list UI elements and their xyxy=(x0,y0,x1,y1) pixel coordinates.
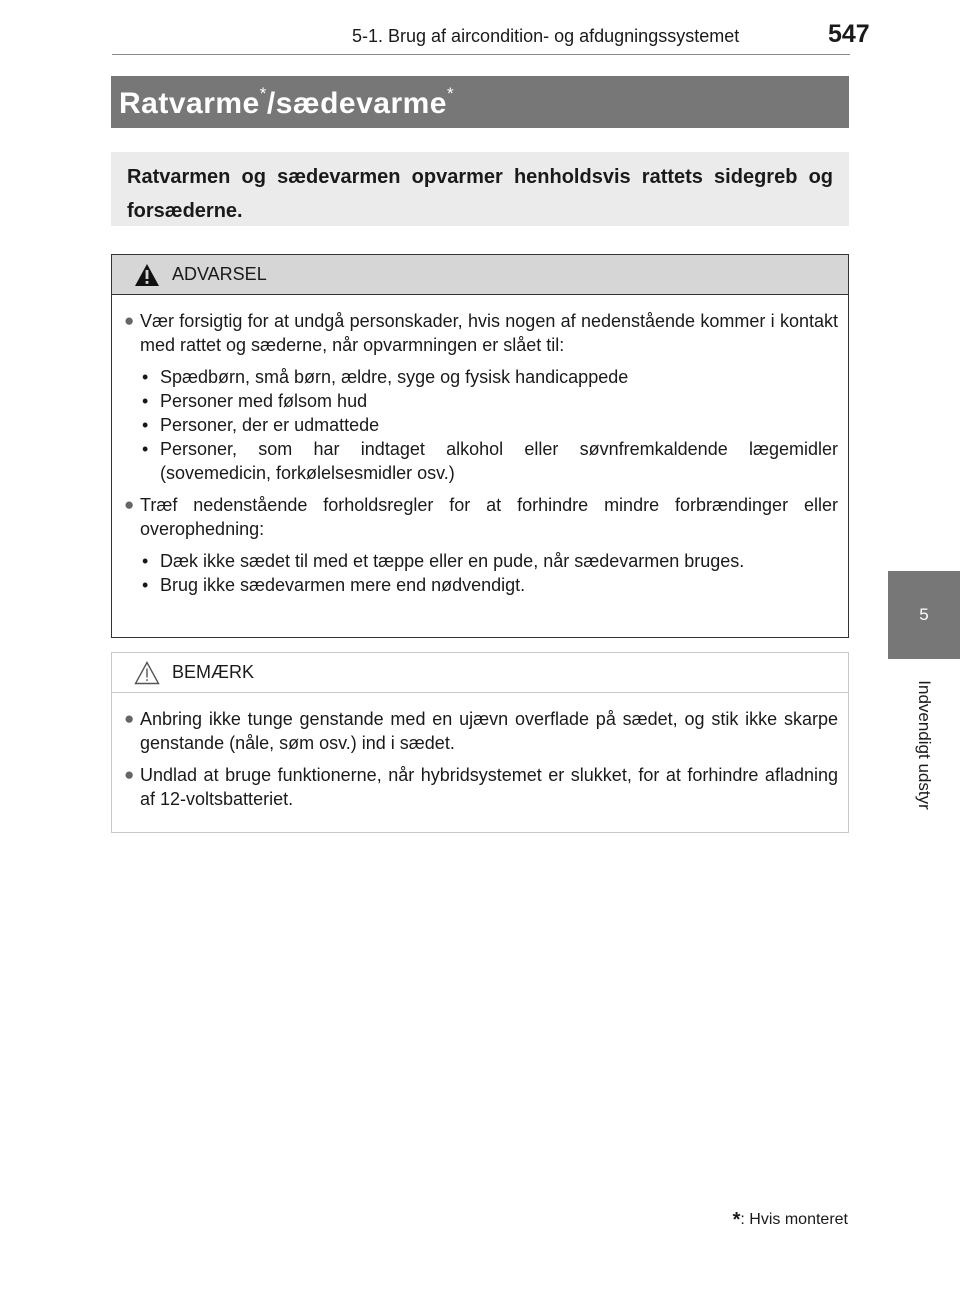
note-box xyxy=(111,652,849,833)
section-header: 5-1. Brug af aircondition- og afdugningssystemet xyxy=(352,26,740,46)
chapter-label: Indvendigt udstyr xyxy=(915,680,934,810)
page-number: 547 xyxy=(828,20,870,48)
warning-sublist xyxy=(142,549,838,597)
title-asterisk: * xyxy=(446,83,455,103)
warning-item xyxy=(124,493,838,541)
warning-triangle-icon xyxy=(134,263,160,287)
sublist-item: • Brug ikke sædevarmen mere end nødvendigt. xyxy=(142,575,526,595)
section-title-bar xyxy=(111,76,849,128)
note-header xyxy=(112,653,848,693)
warning-header xyxy=(112,255,848,295)
bullet-icon: ● xyxy=(124,709,135,728)
note-body xyxy=(112,693,848,811)
footnote-asterisk: * xyxy=(732,1209,741,1231)
sublist-item: • Personer, som har indtaget alkohol eller søvnfremkaldende lægemidler (sovemedicin, forkølelsesmidler osv.) xyxy=(142,439,838,483)
note-item-text: Anbring ikke tunge genstande med en ujævn overflade på sædet, og stik ikke skarpe genstande (nåle, søm osv.) ind i sædet. xyxy=(140,709,838,753)
warning-item-text: Træf nedenstående forholdsregler for at forhindre mindre forbrændinger eller overophedning: xyxy=(140,495,838,539)
warning-sublist xyxy=(142,365,838,485)
warning-box xyxy=(111,254,849,638)
note-label: BEMÆRK xyxy=(172,662,255,682)
warning-body xyxy=(112,295,848,597)
sublist-item: • Spædbørn, små børn, ældre, syge og fysisk handicappede xyxy=(142,367,629,387)
bullet-icon: ● xyxy=(124,311,135,330)
title-asterisk: * xyxy=(259,83,267,103)
note-item-text: Undlad at bruge funktionerne, når hybridsystemet er slukket, for at forhindre afladning af 12-voltsbatteriet. xyxy=(140,765,838,809)
note-item xyxy=(124,763,838,811)
intro-box: Ratvarmen og sædevarmen opvarmer henholdsvis rattets sidegreb og forsæderne. xyxy=(111,152,849,226)
bullet-icon: ● xyxy=(124,765,135,784)
warning-item xyxy=(124,309,838,357)
footnote-text: : Hvis monteret xyxy=(740,1211,848,1228)
bullet-icon: ● xyxy=(124,495,135,514)
section-title: Ratvarme*/sædevarme* xyxy=(119,83,455,120)
note-item xyxy=(124,707,838,755)
chapter-tab: 5 xyxy=(888,571,960,659)
caution-outline-icon xyxy=(134,661,160,685)
sublist-item: • Dæk ikke sædet til med et tæppe eller en pude, når sædevarmen bruges. xyxy=(142,551,745,571)
sublist-item: • Personer med følsom hud xyxy=(142,391,368,411)
warning-item-text: Vær forsigtig for at undgå personskader, hvis nogen af nedenstående kommer i kontakt med rattet og sæderne, når opvarmningen er slået til: xyxy=(140,311,838,355)
header-divider xyxy=(112,54,850,55)
sublist-item: • Personer, der er udmattede xyxy=(142,415,380,435)
footnote xyxy=(733,1209,848,1232)
warning-label: ADVARSEL xyxy=(172,264,267,284)
